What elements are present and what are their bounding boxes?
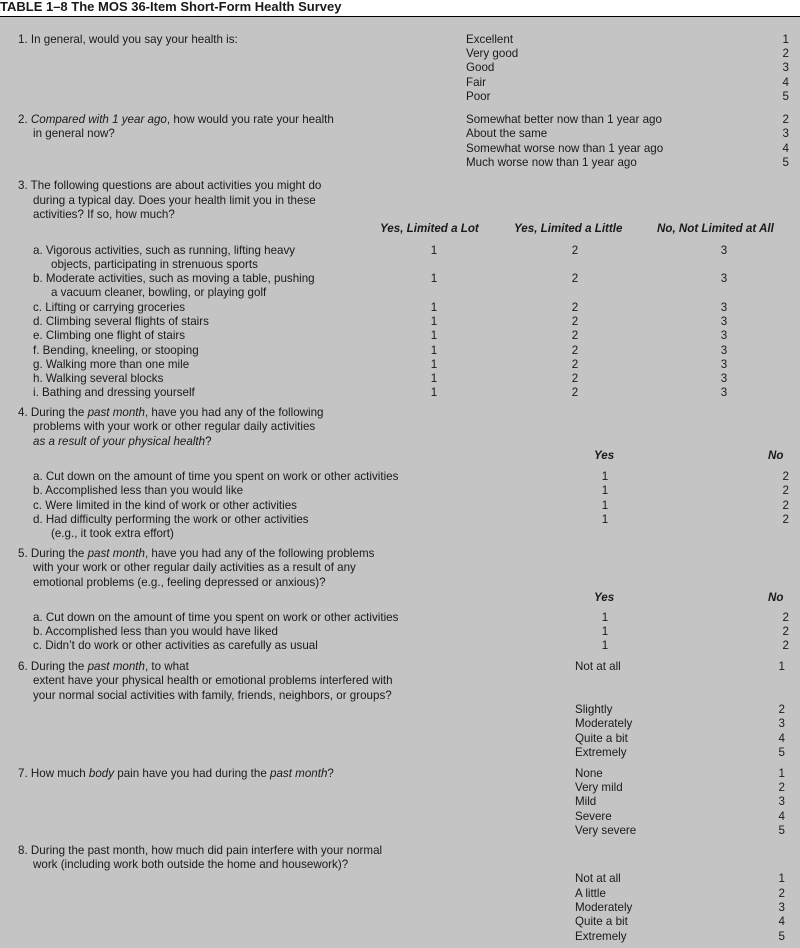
q3-text: during a typical day. Does your health limit you in these (33, 194, 316, 207)
q7-text (18, 767, 334, 781)
q2-option-label: Much worse now than 1 year ago (466, 156, 637, 169)
q5-item: a. Cut down on the amount of time you spent on work or other activities (33, 611, 399, 624)
table-title: TABLE 1–8 The MOS 36-Item Short-Form Health Survey (0, 0, 342, 14)
q5-text-part: , have you had any of the following problems (144, 547, 375, 560)
q8-option-label: Extremely (575, 930, 627, 943)
q2-option-code: 2 (782, 113, 789, 126)
q3-code-limited-little: 2 (571, 386, 579, 399)
q4-no-code: 2 (782, 499, 789, 512)
q1-option-label: Poor (466, 90, 491, 103)
q2-option-code: 3 (782, 127, 789, 140)
q6-text-line2: extent have your physical health or emotional problems interfered with (33, 674, 393, 687)
q7-option-code: 2 (778, 781, 785, 794)
q3-item: i. Bathing and dressing yourself (33, 386, 195, 399)
q3-code-limited-lot: 1 (430, 344, 438, 357)
q3-item: h. Walking several blocks (33, 372, 164, 385)
q4-text-line3 (33, 435, 212, 449)
q6-option-code: 1 (778, 660, 785, 673)
q4-text-part: ? (205, 435, 212, 448)
q3-column-header: Yes, Limited a Lot (380, 222, 479, 235)
q6-text-part: 6. During the (18, 660, 88, 673)
q6-text (18, 660, 189, 674)
q2-option-label: About the same (466, 127, 548, 140)
q3-code-limited-lot: 1 (430, 244, 438, 257)
q8-option-label: Moderately (575, 901, 633, 914)
q4-yes-code: 1 (601, 484, 609, 497)
q4-item: c. Were limited in the kind of work or other activities (33, 499, 297, 512)
q7-option-label: Very severe (575, 824, 637, 837)
q2-number: 2. (18, 113, 28, 126)
q3-item: g. Walking more than one mile (33, 358, 190, 371)
q7-text-part: 7. How much (18, 767, 89, 780)
q3-item: c. Lifting or carrying groceries (33, 301, 186, 314)
q3-item-line2: objects, participating in strenuous sports (51, 258, 258, 271)
q3-code-limited-little: 2 (571, 329, 579, 342)
q6-text-line3: your normal social activities with family, friends, neighbors, or groups? (33, 689, 392, 702)
q2-option-label: Somewhat better now than 1 year ago (466, 113, 662, 126)
q1-option-code: 5 (782, 90, 789, 103)
q3-item: a. Vigorous activities, such as running, lifting heavy (33, 244, 296, 257)
q5-text (18, 547, 374, 561)
q7-text-italic: past month (270, 767, 328, 780)
q4-text-italic: past month (87, 406, 145, 419)
q2-text-line2: in general now? (33, 127, 115, 140)
q7-text-part: ? (327, 767, 334, 780)
q8-option-code: 3 (778, 901, 785, 914)
q2-option-label: Somewhat worse now than 1 year ago (466, 142, 664, 155)
q7-option-label: None (575, 767, 603, 780)
q5-text-part: 5. During the (18, 547, 88, 560)
q3-code-limited-lot: 1 (430, 272, 438, 285)
q3-code-limited-lot: 1 (430, 329, 438, 342)
q3-code-not-limited: 3 (720, 329, 728, 342)
q3-column-header: No, Not Limited at All (657, 222, 774, 235)
q3-code-limited-lot: 1 (430, 315, 438, 328)
q6-option-code: 4 (778, 732, 785, 745)
q2-option-code: 4 (782, 142, 789, 155)
q8-option-code: 4 (778, 915, 785, 928)
q4-item: b. Accomplished less than you would like (33, 484, 244, 497)
q4-text-part: 4. During the (18, 406, 88, 419)
q3-text: 3. The following questions are about activities you might do (18, 179, 322, 192)
q1-option-label: Excellent (466, 33, 514, 46)
q2-rest: , how would you rate your health (166, 113, 334, 126)
q8-option-code: 5 (778, 930, 785, 943)
q4-no-code: 2 (782, 513, 789, 526)
q3-code-limited-little: 2 (571, 272, 579, 285)
q6-option-code: 2 (778, 703, 785, 716)
q3-code-limited-little: 2 (571, 372, 579, 385)
q8-option-label: Quite a bit (575, 915, 628, 928)
q8-option-label: A little (575, 887, 606, 900)
q4-no-code: 2 (782, 484, 789, 497)
q3-code-limited-lot: 1 (430, 301, 438, 314)
q7-text-part: pain have you had during the (114, 767, 271, 780)
q7-option-code: 4 (778, 810, 785, 823)
q3-item: b. Moderate activities, such as moving a table, pushing (33, 272, 315, 285)
q5-yes-code: 1 (601, 611, 609, 624)
q4-yes-code: 1 (601, 470, 609, 483)
q5-item: b. Accomplished less than you would have liked (33, 625, 278, 638)
q7-option-code: 3 (778, 795, 785, 808)
q4-text-italic: as a result of your physical health (33, 435, 206, 448)
q5-no-code: 2 (782, 611, 789, 624)
q3-code-not-limited: 3 (720, 386, 728, 399)
q3-item: e. Climbing one flight of stairs (33, 329, 186, 342)
q1-option-label: Good (466, 61, 495, 74)
q5-no-code: 2 (782, 625, 789, 638)
q3-code-limited-little: 2 (571, 344, 579, 357)
q3-code-limited-lot: 1 (430, 386, 438, 399)
q5-text-line2: with your work or other regular daily activities as a result of any (33, 561, 356, 574)
q4-text (18, 406, 324, 420)
q4-item-line2: (e.g., it took extra effort) (51, 527, 174, 540)
q7-option-code: 1 (778, 767, 785, 780)
q6-option-label: Not at all (575, 660, 621, 673)
q3-item: d. Climbing several flights of stairs (33, 315, 209, 328)
q2-text (18, 113, 334, 127)
q6-option-label: Slightly (575, 703, 613, 716)
q5-item: c. Didn’t do work or other activities as carefully as usual (33, 639, 318, 652)
q6-option-code: 3 (778, 717, 785, 730)
q6-option-label: Extremely (575, 746, 627, 759)
q4-yes-code: 1 (601, 513, 609, 526)
q7-text-italic: body (88, 767, 115, 780)
q5-no-code: 2 (782, 639, 789, 652)
q5-text-italic: past month (87, 547, 145, 560)
q3-code-limited-lot: 1 (430, 358, 438, 371)
q4-text-part: , have you had any of the following (144, 406, 324, 419)
q7-option-label: Severe (575, 810, 612, 823)
q4-text-line2: problems with your work or other regular daily activities (33, 420, 316, 433)
q3-text: activities? If so, how much? (33, 208, 175, 221)
q4-item: d. Had difficulty performing the work or other activities (33, 513, 309, 526)
q3-code-limited-little: 2 (571, 315, 579, 328)
q3-code-limited-little: 2 (571, 301, 579, 314)
q3-code-not-limited: 3 (720, 301, 728, 314)
q7-option-label: Very mild (575, 781, 623, 794)
q3-column-header: Yes, Limited a Little (514, 222, 623, 235)
q3-item: f. Bending, kneeling, or stooping (33, 344, 199, 357)
q3-code-not-limited: 3 (720, 315, 728, 328)
q2-option-code: 5 (782, 156, 789, 169)
q6-option-label: Moderately (575, 717, 633, 730)
q1-option-code: 4 (782, 76, 789, 89)
q6-text-part: , to what (144, 660, 189, 673)
q8-option-code: 1 (778, 872, 785, 885)
q1-option-code: 3 (782, 61, 789, 74)
q6-option-code: 5 (778, 746, 785, 759)
q1-option-code: 1 (782, 33, 789, 46)
q5-yes-header: Yes (594, 591, 615, 604)
q5-yes-code: 1 (601, 639, 609, 652)
q1-option-label: Very good (466, 47, 519, 60)
q1-option-label: Fair (466, 76, 486, 89)
survey-body (0, 17, 800, 948)
q8-text: 8. During the past month, how much did pain interfere with your normal (18, 844, 383, 857)
q4-item: a. Cut down on the amount of time you spent on work or other activities (33, 470, 399, 483)
q7-option-code: 5 (778, 824, 785, 837)
q3-code-limited-little: 2 (571, 358, 579, 371)
q4-no-code: 2 (782, 470, 789, 483)
q8-text-line2: work (including work both outside the home and housework)? (33, 858, 349, 871)
q3-code-not-limited: 3 (720, 358, 728, 371)
q3-code-not-limited: 3 (720, 244, 728, 257)
q7-option-label: Mild (575, 795, 597, 808)
q3-code-not-limited: 3 (720, 344, 728, 357)
q3-code-not-limited: 3 (720, 372, 728, 385)
q2-italic: Compared with 1 year ago (30, 113, 167, 126)
q5-yes-code: 1 (601, 625, 609, 638)
q3-item-line2: a vacuum cleaner, bowling, or playing golf (51, 286, 267, 299)
q6-option-label: Quite a bit (575, 732, 628, 745)
q5-no-header: No (768, 591, 784, 604)
q6-text-italic: past month (87, 660, 145, 673)
q3-code-limited-lot: 1 (430, 372, 438, 385)
q5-text-line3: emotional problems (e.g., feeling depressed or anxious)? (33, 576, 326, 589)
q1-text: 1. In general, would you say your health is: (18, 33, 238, 46)
q4-no-header: No (768, 449, 784, 462)
q3-code-limited-little: 2 (571, 244, 579, 257)
q8-option-label: Not at all (575, 872, 621, 885)
q4-yes-code: 1 (601, 499, 609, 512)
q1-option-code: 2 (782, 47, 789, 60)
q3-code-not-limited: 3 (720, 272, 728, 285)
q8-option-code: 2 (778, 887, 785, 900)
q4-yes-header: Yes (594, 449, 615, 462)
